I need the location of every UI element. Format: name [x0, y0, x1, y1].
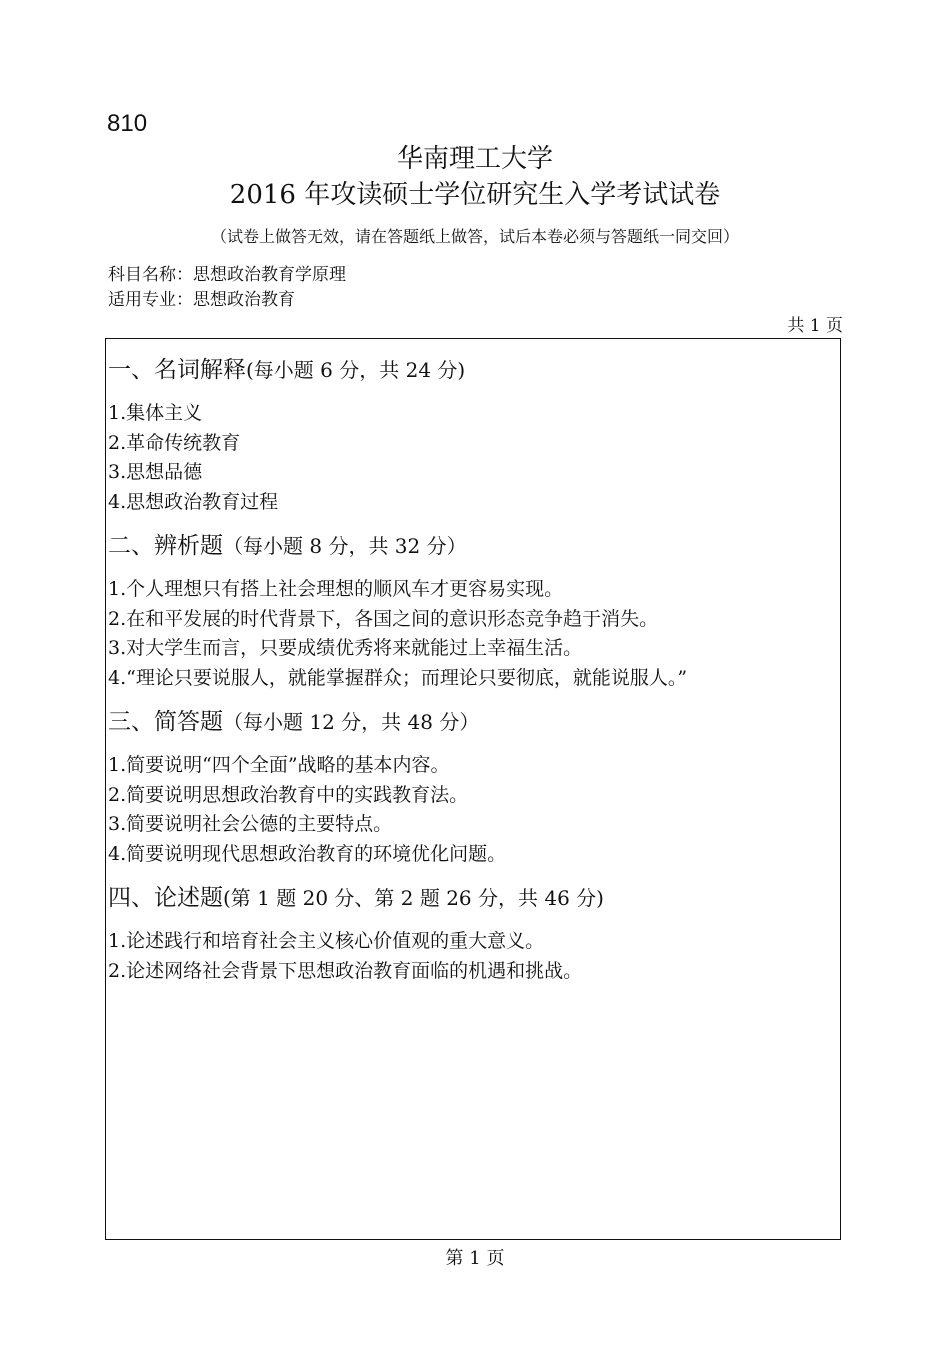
section-title: 四、论述题 — [108, 885, 223, 911]
question-item: 3.思想品德 — [108, 461, 203, 483]
section-score: （每小题 12 分，共 48 分） — [223, 710, 480, 734]
section-score: （每小题 8 分，共 32 分） — [223, 534, 467, 558]
question-item: 1.简要说明“四个全面”战略的基本内容。 — [108, 754, 450, 776]
section-analysis — [108, 529, 840, 693]
question-item: 1.个人理想只有搭上社会理想的顺风车才更容易实现。 — [108, 578, 564, 600]
question-item: 1.论述践行和培育社会主义核心价值观的重大意义。 — [108, 930, 545, 952]
question-item: 4.简要说明现代思想政治教育的环境优化问题。 — [108, 842, 507, 865]
answer-notice: （试卷上做答无效，请在答题纸上做答，试后本卷必须与答题纸一同交回） — [210, 227, 739, 246]
question-item: 2.简要说明思想政治教育中的实践教育法。 — [108, 783, 469, 806]
applicable-major: 适用专业：思想政治教育 — [108, 290, 295, 310]
question-item: 3.简要说明社会公德的主要特点。 — [108, 813, 393, 835]
section-terms — [108, 353, 840, 517]
question-item: 4.思想政治教育过程 — [108, 490, 279, 513]
question-item: 2.论述网络社会背景下思想政治教育面临的机遇和挑战。 — [108, 959, 583, 982]
exam-title: 2016 年攻读硕士学位研究生入学考试试卷 — [229, 180, 721, 210]
question-box — [105, 338, 841, 1240]
question-item: 2.革命传统教育 — [108, 431, 241, 454]
section-score: (每小题 6 分，共 24 分) — [246, 358, 466, 382]
exam-code: 810 — [107, 110, 148, 137]
question-item: 2.在和平发展的时代背景下，各国之间的意识形态竞争趋于消失。 — [108, 607, 659, 630]
total-pages: 共 1 页 — [787, 316, 843, 336]
section-heading — [108, 705, 840, 739]
section-items — [108, 575, 840, 693]
section-items — [108, 399, 840, 517]
section-title: 一、名词解释 — [108, 357, 246, 383]
question-item: 1.集体主义 — [108, 402, 203, 424]
question-item: 3.对大学生而言，只要成绩优秀将来就能过上幸福生活。 — [108, 637, 583, 659]
subject-name: 科目名称：思想政治教育学原理 — [108, 265, 346, 285]
section-heading — [108, 353, 840, 387]
university-name: 华南理工大学 — [396, 144, 553, 174]
section-heading — [108, 529, 840, 563]
section-short-answer — [108, 705, 840, 869]
section-items — [108, 751, 840, 869]
section-items — [108, 927, 840, 986]
section-score: (第 1 题 20 分、第 2 题 26 分，共 46 分) — [223, 886, 604, 910]
page-number: 第 1 页 — [445, 1248, 505, 1269]
section-heading — [108, 881, 840, 915]
section-title: 三、简答题 — [108, 709, 223, 735]
question-item: 4.“理论只要说服人，就能掌握群众；而理论只要彻底，就能说服人。” — [108, 666, 688, 689]
section-essay — [108, 881, 840, 986]
section-title: 二、辨析题 — [108, 533, 223, 559]
